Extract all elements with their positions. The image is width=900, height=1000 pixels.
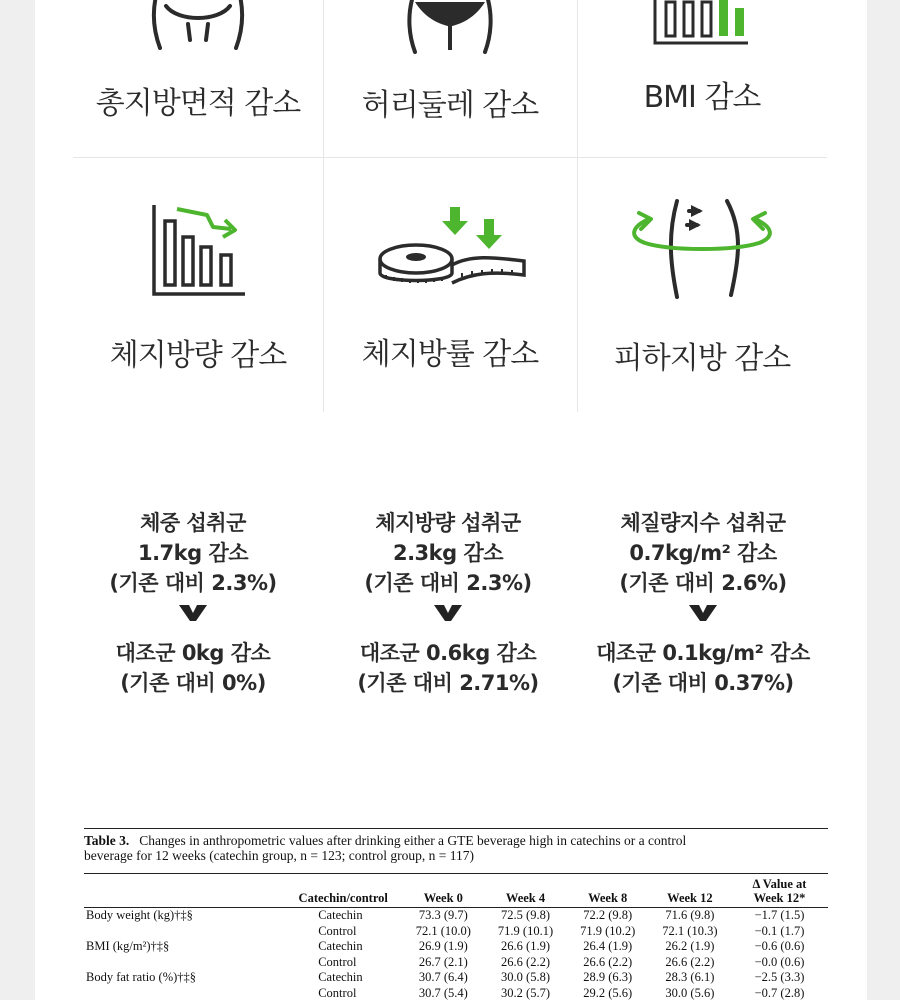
cell-w0: 73.3 (9.7)	[418, 908, 468, 922]
cell-w12: 30.0 (5.6)	[665, 985, 715, 1000]
table-caption	[84, 828, 828, 863]
header-group: Catechin/control	[284, 874, 402, 908]
cell-w4: 26.6 (1.9)	[501, 939, 550, 953]
comparison-baseline: (기존 대비 2.3%)	[109, 571, 277, 595]
cell-w0: 26.9 (1.9)	[418, 939, 468, 953]
cell-w12: 26.6 (2.2)	[665, 954, 715, 969]
body-rotation-icon	[627, 197, 777, 301]
cell-delta: −0.7 (2.8)	[754, 985, 805, 1000]
table-caption-line2: beverage for 12 weeks (catechin group, n = 123; control group, n = 117)	[84, 848, 474, 863]
cell-w4: 71.9 (10.1)	[497, 923, 554, 938]
comparison-group: 체지방량 섭취군	[375, 511, 521, 535]
header-week0: Week 0	[402, 874, 484, 908]
greater-than-down-icon	[434, 603, 462, 623]
comparison-result: 1.7kg 감소	[137, 541, 249, 565]
comparison-group: 체질량지수 섭취군	[620, 511, 786, 535]
cell-w0: 72.1 (10.0)	[415, 923, 471, 938]
cell-variable	[84, 955, 284, 971]
greater-than-down-icon	[179, 603, 207, 623]
cell-group: Catechin	[318, 939, 363, 953]
cell-delta: −2.5 (3.3)	[754, 970, 805, 984]
comparison-control-baseline: (기존 대비 0.37%)	[612, 671, 794, 695]
cell-w4: 30.0 (5.8)	[501, 970, 550, 984]
cell-group: Control	[318, 954, 357, 969]
cell-w0: 30.7 (5.4)	[418, 985, 468, 1000]
greater-than-down-icon	[689, 603, 717, 623]
effect-label: BMI 감소	[643, 80, 761, 115]
effect-cell-bmi	[577, 0, 827, 157]
table-row	[84, 955, 828, 971]
effect-label: 체지방률 감소	[361, 337, 539, 372]
table-row	[84, 924, 828, 940]
cell-variable	[84, 986, 284, 1000]
comparison-control: 대조군 0.1kg/m² 감소	[596, 641, 810, 665]
comparison-result: 0.7kg/m² 감소	[629, 541, 777, 565]
cell-w8: 26.6 (2.2)	[583, 954, 633, 969]
effect-label: 피하지방 감소	[613, 341, 791, 376]
cell-delta: −0.1 (1.7)	[754, 923, 805, 938]
cell-variable: Body weight (kg)†‡§	[86, 908, 193, 922]
comparison-control-baseline: (기존 대비 2.71%)	[357, 671, 539, 695]
header-delta-line1: Δ Value at	[752, 877, 807, 891]
cell-w8: 26.4 (1.9)	[583, 939, 633, 953]
header-week12: Week 12	[649, 874, 731, 908]
cell-group: Catechin	[318, 908, 363, 922]
bmi-bar-chart-icon	[652, 0, 752, 46]
cell-w4: 30.2 (5.7)	[501, 985, 550, 1000]
research-table	[84, 828, 828, 1000]
comparison-column-bmi	[573, 508, 833, 698]
cell-variable	[84, 924, 284, 940]
comparison-result: 2.3kg 감소	[392, 541, 504, 565]
cell-delta: −0.6 (0.6)	[754, 939, 805, 953]
comparison-control: 대조군 0kg 감소	[115, 641, 271, 665]
cell-w4: 26.6 (2.2)	[501, 954, 550, 969]
cell-delta: −0.0 (0.6)	[754, 954, 805, 969]
cell-variable: BMI (kg/m²)†‡§	[86, 939, 170, 953]
header-delta	[731, 874, 828, 908]
cell-variable: Body fat ratio (%)†‡§	[86, 970, 197, 984]
tape-measure-icon	[378, 203, 528, 293]
effect-label: 허리둘레 감소	[361, 88, 539, 123]
effects-grid	[73, 0, 827, 412]
content-page	[35, 0, 867, 1000]
cell-group: Catechin	[318, 970, 363, 984]
comparison-column-weight	[63, 508, 323, 698]
waist-icon	[405, 0, 495, 54]
table-row	[84, 986, 828, 1000]
comparison-control: 대조군 0.6kg 감소	[359, 641, 537, 665]
effect-label: 총지방면적 감소	[95, 86, 301, 121]
header-week8: Week 8	[567, 874, 649, 908]
cell-w12: 28.3 (6.1)	[665, 970, 715, 984]
table-header-row	[84, 874, 828, 908]
table-body	[84, 908, 828, 1000]
cell-w0: 30.7 (6.4)	[418, 970, 468, 984]
cell-w0: 26.7 (2.1)	[418, 954, 468, 969]
cell-group: Control	[318, 985, 357, 1000]
table-title: Table 3.	[84, 833, 130, 848]
header-variable	[84, 874, 284, 908]
cell-w4: 72.5 (9.8)	[501, 908, 550, 922]
table-row	[84, 908, 828, 924]
cell-w8: 29.2 (5.6)	[583, 985, 633, 1000]
comparison-baseline: (기존 대비 2.6%)	[619, 571, 787, 595]
comparison-control-baseline: (기존 대비 0%)	[120, 671, 266, 695]
comparison-baseline: (기존 대비 2.3%)	[364, 571, 532, 595]
cell-group: Control	[318, 923, 357, 938]
effect-cell-total-fat-area	[73, 0, 323, 157]
table-row	[84, 970, 828, 986]
decreasing-chart-icon	[151, 201, 251, 297]
effect-label: 체지방량 감소	[109, 338, 287, 373]
cell-w12: 72.1 (10.3)	[662, 923, 718, 938]
belly-fat-icon	[148, 0, 248, 50]
cell-w12: 26.2 (1.9)	[665, 939, 715, 953]
anthropometric-table	[84, 873, 828, 1000]
comparison-column-body-fat	[318, 508, 578, 698]
comparison-group: 체중 섭취군	[140, 511, 246, 535]
header-delta-line2: Week 12*	[753, 891, 806, 905]
effect-cell-body-fat-mass	[73, 157, 323, 412]
header-week4: Week 4	[484, 874, 566, 908]
effect-cell-subcutaneous-fat	[577, 157, 827, 412]
cell-w8: 72.2 (9.8)	[583, 908, 633, 922]
cell-delta: −1.7 (1.5)	[754, 908, 805, 922]
table-row	[84, 939, 828, 955]
effect-cell-body-fat-ratio	[323, 157, 577, 412]
cell-w8: 28.9 (6.3)	[583, 970, 633, 984]
cell-w12: 71.6 (9.8)	[665, 908, 715, 922]
effect-cell-waist	[323, 0, 577, 157]
table-caption-line1: Changes in anthropometric values after drinking either a GTE beverage high in catechins or a control	[139, 833, 687, 848]
cell-w8: 71.9 (10.2)	[580, 923, 636, 938]
